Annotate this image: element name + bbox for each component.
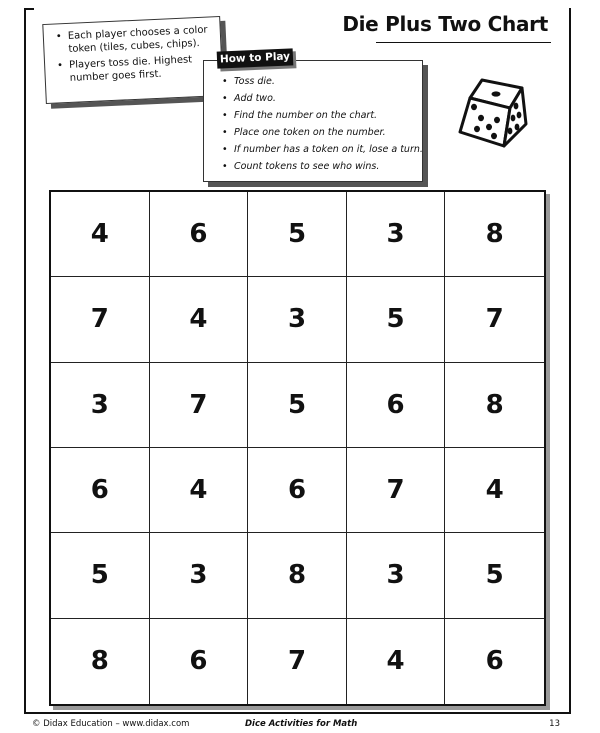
step-item: • Add two. (220, 93, 416, 105)
chart-cell[interactable]: 5 (347, 277, 446, 362)
setup-item: • Each player chooses a color token (tiles, cubes, chips). (54, 23, 215, 56)
chart-cell[interactable]: 6 (347, 363, 446, 448)
chart-cell[interactable]: 3 (347, 192, 446, 277)
chart-cell[interactable]: 5 (248, 192, 347, 277)
die-icon (452, 74, 532, 152)
setup-card (42, 16, 223, 104)
chart-cell[interactable]: 7 (150, 363, 249, 448)
footer-copyright: © Didax Education – www.didax.com (32, 719, 190, 729)
chart-cell[interactable]: 8 (445, 192, 544, 277)
chart-cell[interactable]: 6 (150, 619, 249, 704)
chart-cell[interactable]: 3 (51, 363, 150, 448)
chart-cell[interactable]: 8 (248, 533, 347, 618)
frame-corner (24, 8, 34, 10)
step-item: • Place one token on the number. (220, 127, 416, 139)
step-item: • Toss die. (220, 76, 416, 88)
chart-cell[interactable]: 4 (51, 192, 150, 277)
chart-cell[interactable]: 8 (51, 619, 150, 704)
chart-cell[interactable]: 6 (150, 192, 249, 277)
setup-item: • Players toss die. Highest number goes first. (55, 52, 216, 85)
how-to-play-heading: How to Play (217, 48, 294, 68)
page-footer (32, 717, 560, 731)
number-chart (49, 190, 546, 706)
chart-cell[interactable]: 6 (485, 646, 504, 677)
chart-cell[interactable]: 7 (248, 619, 347, 704)
footer-page-number: 13 (549, 719, 560, 729)
chart-cell[interactable]: 4 (347, 619, 446, 704)
how-to-play-list (220, 76, 423, 173)
chart-cell[interactable]: 3 (248, 277, 347, 362)
title-underline (376, 42, 551, 43)
chart-cell[interactable]: 6 (51, 448, 150, 533)
chart-cell[interactable]: 7 (347, 448, 446, 533)
chart-cell[interactable]: 3 (150, 533, 249, 618)
chart-cell[interactable]: 3 (347, 533, 446, 618)
how-to-play-card (203, 60, 423, 182)
chart-cell[interactable]: 5 (248, 363, 347, 448)
chart-cell[interactable]: 5 (445, 533, 544, 618)
chart-cell[interactable]: 7 (51, 277, 150, 362)
step-item: • Find the number on the chart. (220, 110, 416, 122)
chart-cell[interactable]: 8 (445, 363, 544, 448)
step-item: • Count tokens to see who wins. (220, 161, 416, 173)
chart-cell[interactable]: 4 (150, 448, 249, 533)
chart-cell[interactable]: 4 (150, 277, 249, 362)
chart-cell[interactable]: 6 (248, 448, 347, 533)
page-title: Die Plus Two Chart (342, 12, 548, 36)
chart-cell[interactable]: 4 (445, 448, 544, 533)
footer-book-title: Dice Activities for Math (245, 719, 358, 729)
setup-list (54, 23, 216, 85)
step-item: • If number has a token on it, lose a turn. (220, 144, 416, 156)
chart-cell[interactable]: 7 (445, 277, 544, 362)
chart-cell[interactable]: 5 (51, 533, 150, 618)
